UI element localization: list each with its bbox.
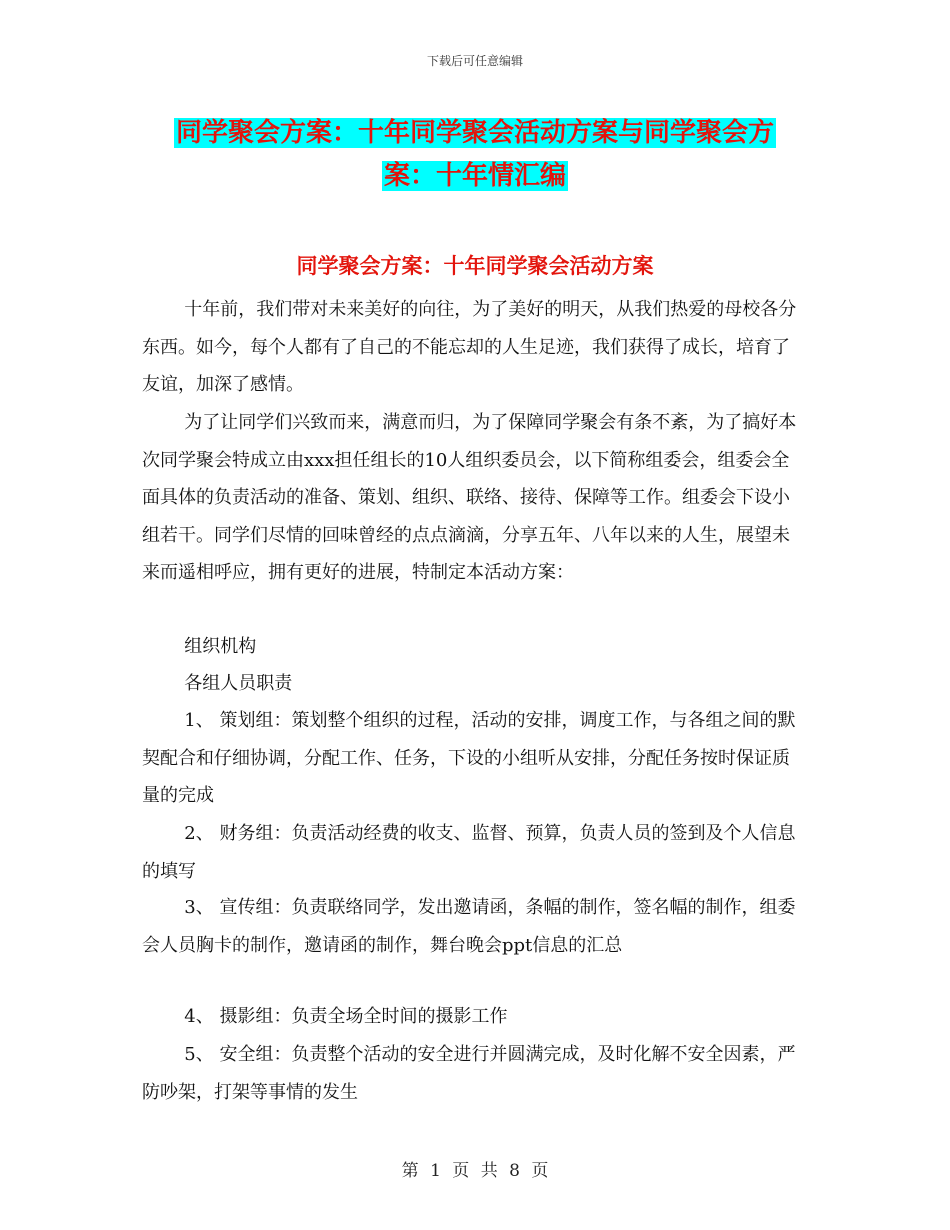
document-body-5	[142, 815, 807, 890]
list-item-publicity: 3、 宣传组：负责联络同学，发出邀请函，条幅的制作，签名幅的制作，组委会人员胸卡的制作，邀请函的制作，舞台晚会ppt信息的汇总	[142, 897, 796, 956]
document-title-text-2: 案：十年情汇编	[383, 161, 566, 191]
document-body-8	[142, 1036, 807, 1111]
paragraph-duties-heading: 各组人员职责	[184, 672, 293, 694]
list-item-finance: 2、 财务组：负责活动经费的收支、监督、预算，负责人员的签到及个人信息的填写	[142, 823, 796, 882]
document-body-3	[142, 628, 807, 702]
list-item-photography: 4、 摄影组：负责全场全时间的摄影工作	[184, 1006, 508, 1027]
list-item-planning: 1、 策划组：策划整个组织的过程，活动的安排，调度工作，与各组之间的默契配合和仔细协调，分配工作、任务，下设的小组听从安排，分配任务按时保证质量的完成	[142, 710, 796, 806]
document-body	[142, 291, 807, 404]
document-title-text-1: 同学聚会方案：十年同学聚会活动方案与同学聚会方	[175, 118, 774, 148]
paragraph-purpose: 为了让同学们兴致而来，满意而归，为了保障同学聚会有条不紊，为了搞好本次同学聚会特成立由xxx担任组长的10人组织委员会，以下简称组委会，组委会全面具体的负责活动的准备、策划、组织、联络、接待、保障等工作。组委会下设小组若干。同学们尽情的回味曾经的点点滴滴，分享五年、八年以来的人生，展望未来而遥相呼应，拥有更好的进展，特制定本活动方案：	[142, 412, 797, 583]
section-title: 同学聚会方案：十年同学聚会活动方案	[296, 253, 654, 278]
document-body-7	[142, 998, 807, 1036]
list-item-security: 5、 安全组：负责整个活动的安全进行并圆满完成，及时化解不安全因素，严防吵架，打架等事情的发生	[142, 1044, 796, 1103]
paragraph-org-structure: 组织机构	[184, 636, 257, 657]
document-body-6	[142, 889, 807, 964]
document-body-4	[142, 702, 807, 815]
document-title-line-1	[0, 112, 950, 149]
page-number-footer: 第 1 页 共 8 页	[401, 1161, 549, 1181]
page-header-note: 下载后可任意编辑	[426, 54, 523, 68]
paragraph-intro: 十年前，我们带对未来美好的向往，为了美好的明天，从我们热爱的母校各分东西。如今，每个人都有了自己的不能忘却的人生足迹，我们获得了成长，培育了友谊，加深了感情。	[142, 299, 797, 395]
document-body-2	[142, 404, 807, 592]
document-title-line-2	[0, 155, 950, 192]
